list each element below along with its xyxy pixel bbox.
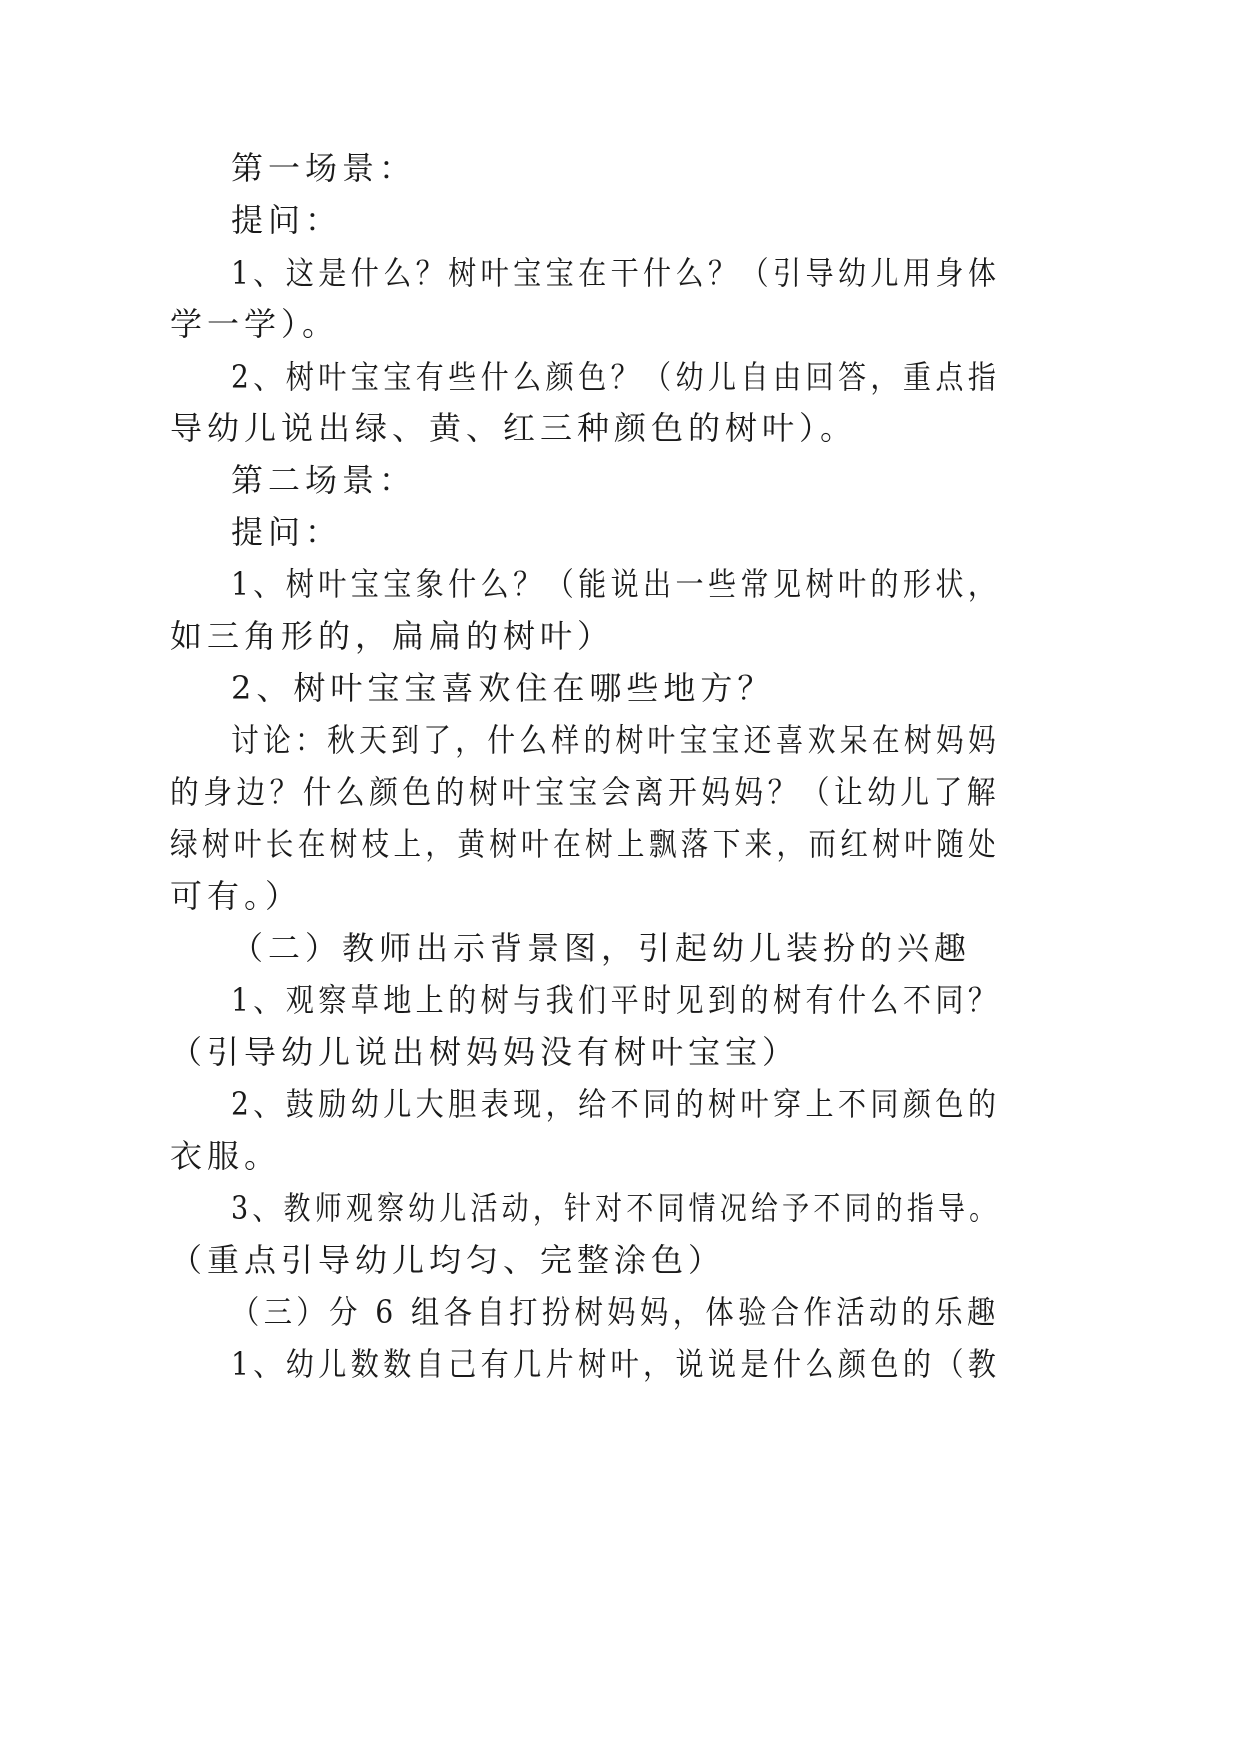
text-line: 1、观察草地上的树与我们平时见到的树有什么不同？ [231, 981, 1001, 1019]
text-line: 衣服。 [170, 1137, 282, 1175]
text-line: 绿树叶长在树枝上，黄树叶在树上飘落下来，而红树叶随处 [170, 825, 1001, 863]
text-line: 1、树叶宝宝象什么？（能说出一些常见树叶的形状， [231, 565, 1001, 603]
text-line: 导幼儿说出绿、黄、红三种颜色的树叶）。 [170, 409, 858, 447]
text-line: 1、这是什么？树叶宝宝在干什么？（引导幼儿用身体 [231, 254, 1001, 292]
text-line: 3、教师观察幼儿活动，针对不同情况给予不同的指导。 [231, 1189, 1001, 1227]
text-line: 的身边？什么颜色的树叶宝宝会离开妈妈？（让幼儿了解 [170, 773, 1001, 811]
section-heading: （三）分 6 组各自打扮树妈妈，体验合作活动的乐趣 [231, 1293, 1000, 1331]
text-line: 讨论：秋天到了，什么样的树叶宝宝还喜欢呆在树妈妈 [231, 721, 1001, 759]
text-line: 如三角形的，扁扁的树叶） [170, 617, 615, 655]
text-line: 1、幼儿数数自己有几片树叶，说说是什么颜色的（教 [231, 1345, 1001, 1383]
text-line: （重点引导幼儿均匀、完整涂色） [170, 1241, 726, 1279]
text-line: 第二场景： [231, 461, 417, 499]
text-line: 可有。） [170, 877, 303, 915]
text-line: 学一学）。 [170, 305, 340, 343]
text-line: 2、树叶宝宝喜欢住在哪些地方？ [231, 669, 775, 707]
text-line: 提问： [231, 513, 343, 551]
text-line: 提问： [231, 201, 343, 239]
section-heading: （二）教师出示背景图，引起幼儿装扮的兴趣 [231, 929, 972, 967]
text-line: 第一场景： [231, 149, 417, 187]
text-line: 2、鼓励幼儿大胆表现，给不同的树叶穿上不同颜色的 [231, 1085, 1001, 1123]
text-line: 2、树叶宝宝有些什么颜色？（幼儿自由回答，重点指 [231, 358, 1001, 396]
text-line: （引导幼儿说出树妈妈没有树叶宝宝） [170, 1033, 800, 1071]
